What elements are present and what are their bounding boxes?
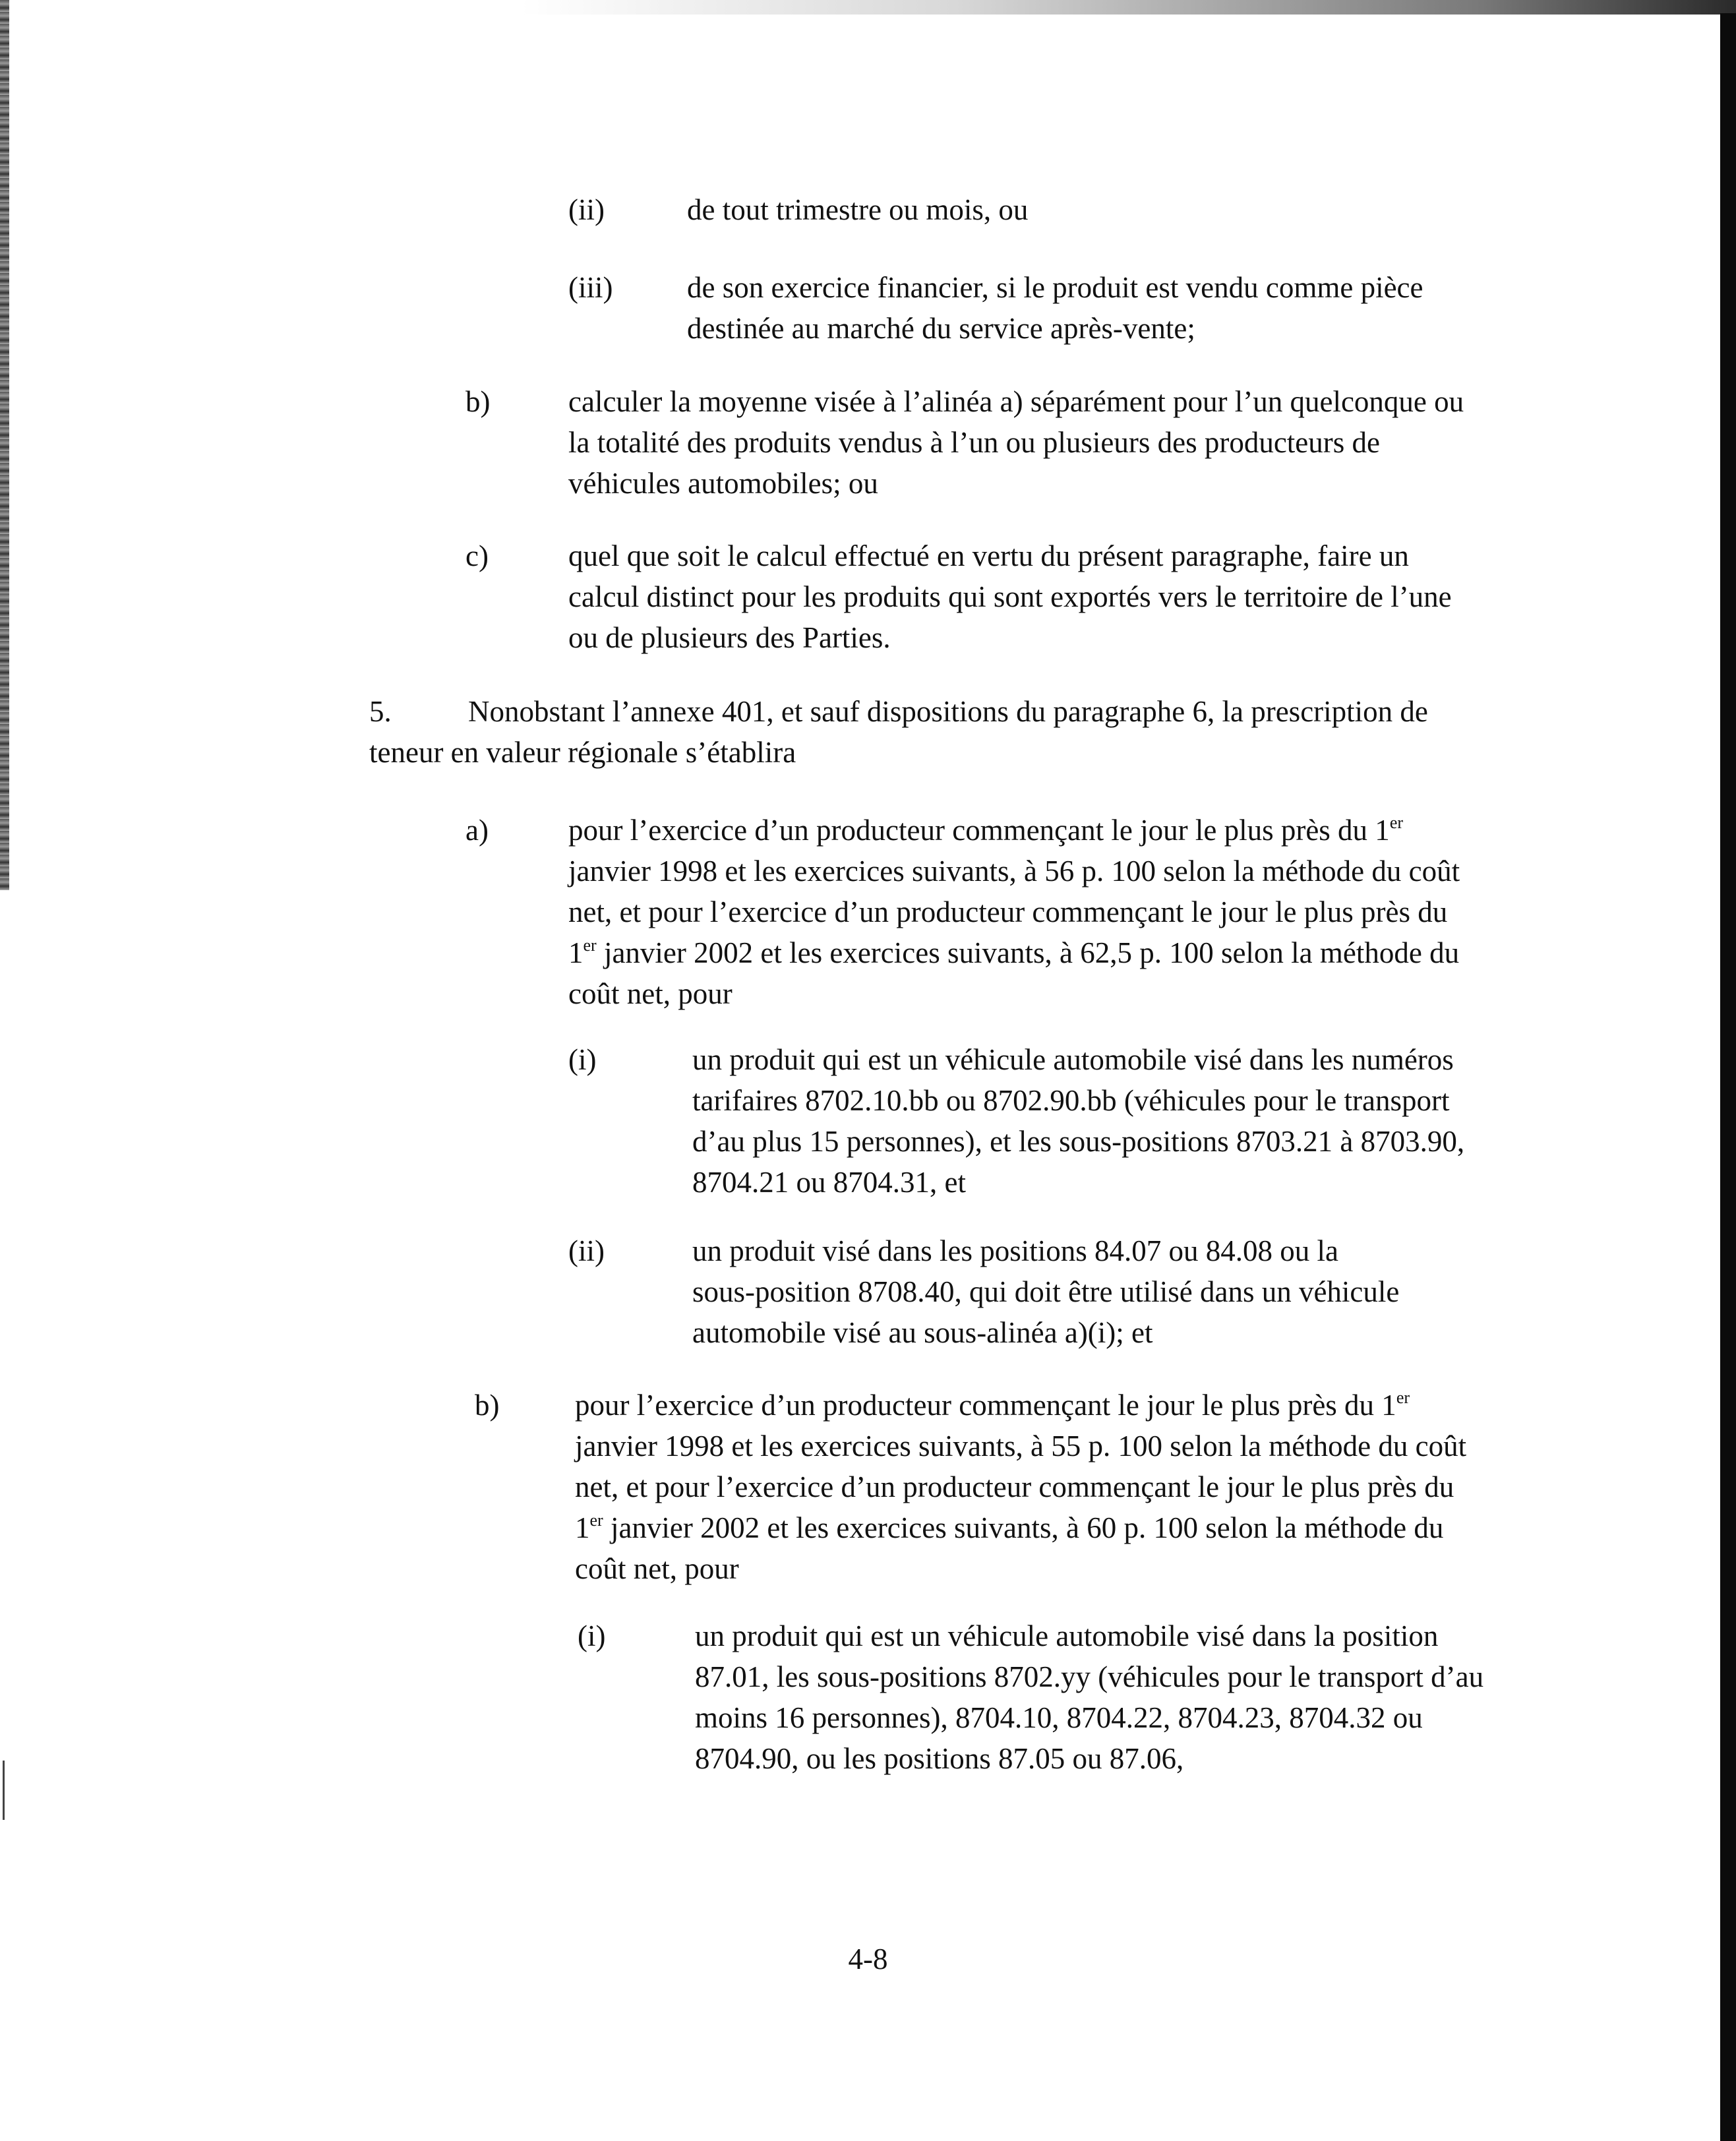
text-run: 1 xyxy=(575,1511,590,1544)
text-line: automobile visé au sous-alinéa a)(i); et xyxy=(692,1316,1153,1349)
text-line: 8704.21 ou 8704.31, et xyxy=(692,1166,966,1199)
text-line: teneur en valeur régionale s’établira xyxy=(369,736,796,769)
paragraph-text xyxy=(369,732,796,773)
item-text xyxy=(568,810,1460,1014)
paragraph-number: 5. xyxy=(369,695,392,728)
paragraph-text xyxy=(468,691,1428,732)
text-line: moins 16 personnes), 8704.10, 8704.22, 8704.23, 8704.32 ou xyxy=(695,1701,1423,1734)
item-text xyxy=(568,381,1464,504)
superscript: er xyxy=(1396,1388,1410,1407)
item-label: (i) xyxy=(578,1619,606,1652)
text-line: la totalité des produits vendus à l’un ou plusieurs des producteurs de xyxy=(568,426,1380,459)
text-run: janvier 2002 et les exercices suivants, à 60 p. 100 selon la méthode du xyxy=(603,1511,1444,1544)
text-run: 1 xyxy=(568,936,584,969)
item-label: a) xyxy=(465,814,489,847)
text-line: de son exercice financier, si le produit est vendu comme pièce xyxy=(687,271,1423,304)
item-label: (ii) xyxy=(568,193,605,226)
item-label: c) xyxy=(465,539,489,572)
item-text xyxy=(687,267,1423,349)
text-line xyxy=(575,1507,1466,1548)
text-line: destinée au marché du service après-vente; xyxy=(687,312,1195,345)
item-text xyxy=(695,1615,1483,1779)
text-line: net, et pour l’exercice d’un producteur commençant le jour le plus près du xyxy=(568,895,1448,928)
item-text xyxy=(692,1230,1399,1353)
text-line: calculer la moyenne visée à l’alinéa a) séparément pour l’un quelconque ou xyxy=(568,385,1464,418)
text-line: janvier 1998 et les exercices suivants, à 56 p. 100 selon la méthode du coût xyxy=(568,855,1460,888)
text-line: tarifaires 8702.10.bb ou 8702.90.bb (véhicules pour le transport xyxy=(692,1084,1450,1117)
text-line: d’au plus 15 personnes), et les sous-positions 8703.21 à 8703.90, xyxy=(692,1125,1465,1158)
text-line: calcul distinct pour les produits qui sont exportés vers le territoire de l’une xyxy=(568,580,1452,613)
text-run: pour l’exercice d’un producteur commençant le jour le plus près du 1 xyxy=(575,1389,1396,1422)
text-line: coût net, pour xyxy=(568,977,733,1010)
superscript: er xyxy=(583,936,597,955)
text-line: sous-position 8708.40, qui doit être utilisé dans un véhicule xyxy=(692,1275,1400,1308)
text-line xyxy=(568,932,1460,973)
text-line: de tout trimestre ou mois, ou xyxy=(687,193,1029,226)
text-line: 8704.90, ou les positions 87.05 ou 87.06, xyxy=(695,1742,1184,1775)
text-line: un produit qui est un véhicule automobile visé dans les numéros xyxy=(692,1043,1454,1076)
item-text xyxy=(575,1385,1466,1589)
item-text xyxy=(692,1039,1464,1203)
item-label: b) xyxy=(465,385,491,418)
text-line: 87.01, les sous-positions 8702.yy (véhicules pour le transport d’au xyxy=(695,1660,1484,1693)
text-line: un produit qui est un véhicule automobile visé dans la position xyxy=(695,1619,1439,1652)
text-line: un produit visé dans les positions 84.07 ou 84.08 ou la xyxy=(692,1234,1338,1267)
item-label: (ii) xyxy=(568,1234,605,1267)
text-line: Nonobstant l’annexe 401, et sauf dispositions du paragraphe 6, la prescription de xyxy=(468,695,1428,728)
text-line xyxy=(568,810,1460,851)
page-number: 4-8 xyxy=(848,1943,888,1975)
item-text xyxy=(568,535,1452,658)
text-run: janvier 2002 et les exercices suivants, à 62,5 p. 100 selon la méthode du xyxy=(596,936,1460,969)
text-run: pour l’exercice d’un producteur commençant le jour le plus près du 1 xyxy=(568,814,1390,847)
text-line: véhicules automobiles; ou xyxy=(568,467,878,500)
item-label: (iii) xyxy=(568,271,613,304)
text-line xyxy=(575,1385,1466,1426)
text-line: quel que soit le calcul effectué en vertu du présent paragraphe, faire un xyxy=(568,539,1409,572)
superscript: er xyxy=(589,1511,603,1530)
text-line: janvier 1998 et les exercices suivants, à 55 p. 100 selon la méthode du coût xyxy=(575,1430,1467,1463)
text-line: net, et pour l’exercice d’un producteur commençant le jour le plus près du xyxy=(575,1470,1454,1503)
superscript: er xyxy=(1389,813,1404,832)
item-label: (i) xyxy=(568,1043,597,1076)
item-label: b) xyxy=(475,1389,500,1422)
item-text xyxy=(687,189,1028,230)
text-line: coût net, pour xyxy=(575,1552,739,1585)
text-line: ou de plusieurs des Parties. xyxy=(568,621,891,654)
